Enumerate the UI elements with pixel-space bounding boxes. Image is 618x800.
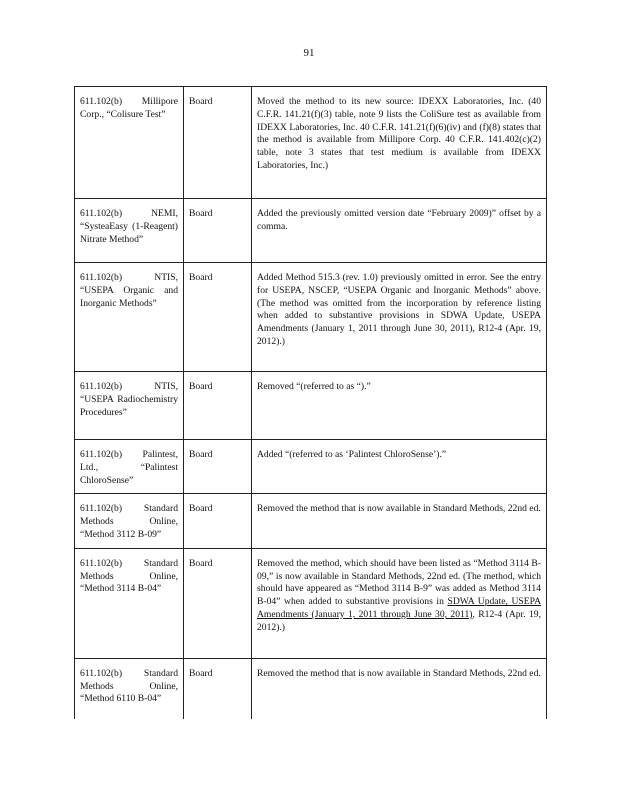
table-row [75, 440, 547, 494]
entry-cell: 611.102(b) NTIS, “USEPA Organic and Inorganic Methods” [75, 263, 184, 372]
description-text: Removed the method, which should have been listed as “Method 3114 B-09,” is now available in Standard Methods, 22nd ed. (The method, which should have appeared as “Method 3114 B-9” was added as Method 3114 B-04” when added to substantive provisions in [257, 557, 541, 608]
description-cell [252, 548, 547, 658]
description-cell: Removed “(referred to as “).” [252, 372, 547, 440]
entry-cell: 611.102(b) Standard Methods Online, “Method 3114 B-04” [75, 548, 184, 658]
entry-cell: 611.102(b) Standard Methods Online, “Method 3112 B-09” [75, 494, 184, 548]
description-cell: Added the previously omitted version date “February 2009)” offset by a comma. [252, 199, 547, 263]
table-row [75, 199, 547, 263]
table-row [75, 658, 547, 719]
table-row [75, 548, 547, 658]
action-cell: Board [184, 548, 252, 658]
action-cell: Board [184, 372, 252, 440]
entry-cell: 611.102(b) Palintest, Ltd., “Palintest ChloroSense” [75, 440, 184, 494]
action-cell: Board [184, 87, 252, 199]
action-cell: Board [184, 658, 252, 719]
action-cell: Board [184, 440, 252, 494]
description-cell: Added “(referred to as ‘Palintest ChloroSense’).” [252, 440, 547, 494]
entry-cell: 611.102(b) Millipore Corp., “Colisure Test” [75, 87, 184, 199]
description-text-tail: , R12-4 (Apr. 19, 2012).) [257, 608, 542, 633]
entry-cell: 611.102(b) NTIS, “USEPA Radiochemistry Procedures” [75, 372, 184, 440]
action-cell: Board [184, 494, 252, 548]
table-row [75, 263, 547, 372]
action-cell: Board [184, 263, 252, 372]
entry-cell: 611.102(b) NEMI, “SysteaEasy (1-Reagent) Nitrate Method” [75, 199, 184, 263]
description-cell: Moved the method to its new source: IDEXX Laboratories, Inc. (40 C.F.R. 141.21(f)(3) table, note 9 lists the ColiSure test as available from IDEXX Laboratories, Inc. 40 C.F.R. 141.21(f)(6)(iv) and (f)(8) states that the method is available from Millipore Corp. 40 C.F.R. 141.402(c)(2) table, note 3 states that test medium is available from IDEXX Laboratories, Inc.) [252, 87, 547, 199]
description-cell: Added Method 515.3 (rev. 1.0) previously omitted in error. See the entry for USEPA, NSCEP, “USEPA Organic and Inorganic Methods” above. (The method was omitted from the incorporation by reference listing when added to substantive provisions in SDWA Update, USEPA Amendments (January 1, 2011 through June 30, 2011), R12-4 (Apr. 19, 2012).) [252, 263, 547, 372]
table-row [75, 372, 547, 440]
citation-link-text: SDWA Update, USEPA Amendments (January 1, 2011 through June 30, 2011) [257, 596, 542, 620]
changes-table [74, 86, 547, 719]
entry-cell: 611.102(b) Standard Methods Online, “Method 6110 B-04” [75, 658, 184, 719]
action-cell: Board [184, 199, 252, 263]
table-row [75, 87, 547, 199]
page-number: 91 [303, 47, 315, 59]
table-row [75, 494, 547, 548]
description-cell: Removed the method that is now available in Standard Methods, 22nd ed. [252, 494, 547, 548]
description-cell: Removed the method that is now available in Standard Methods, 22nd ed. [252, 658, 547, 719]
